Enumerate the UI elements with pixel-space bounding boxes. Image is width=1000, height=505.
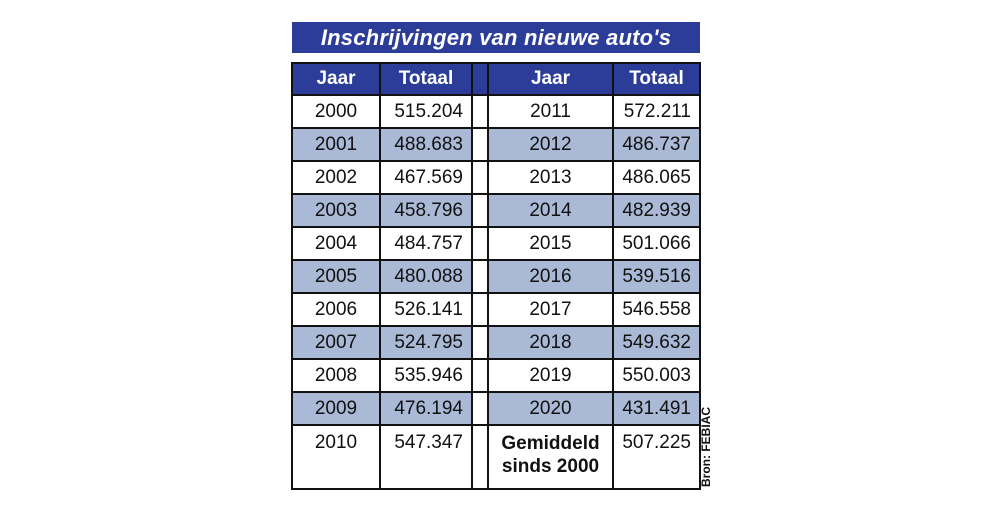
- column-gap: [472, 392, 488, 425]
- total-cell: 467.569: [380, 161, 472, 194]
- header-total-right: Totaal: [613, 63, 700, 95]
- year-cell: 2005: [292, 260, 380, 293]
- total-cell: 501.066: [613, 227, 700, 260]
- column-gap: [472, 161, 488, 194]
- column-gap: [472, 95, 488, 128]
- average-label-line1: Gemiddeld: [501, 433, 600, 454]
- column-gap: [472, 326, 488, 359]
- year-cell: 2017: [488, 293, 613, 326]
- average-label-line2: sinds 2000: [501, 456, 600, 477]
- year-cell: 2013: [488, 161, 613, 194]
- header-year-left: Jaar: [292, 63, 380, 95]
- source-note: Bron: FEBIAC: [699, 407, 713, 487]
- header-row: [292, 63, 700, 95]
- total-cell: 484.757: [380, 227, 472, 260]
- total-cell: 526.141: [380, 293, 472, 326]
- year-cell: 2002: [292, 161, 380, 194]
- column-gap: [472, 63, 488, 95]
- year-cell: 2007: [292, 326, 380, 359]
- year-cell: 2011: [488, 95, 613, 128]
- table-row: [292, 161, 700, 194]
- table-row: [292, 359, 700, 392]
- column-gap: [472, 194, 488, 227]
- total-cell: 482.939: [613, 194, 700, 227]
- total-cell: 547.347: [380, 425, 472, 489]
- table-row: [292, 95, 700, 128]
- column-gap: [472, 359, 488, 392]
- year-cell: 2012: [488, 128, 613, 161]
- table-title: Inschrijvingen van nieuwe auto's: [292, 22, 700, 53]
- column-gap: [472, 425, 488, 489]
- year-cell: 2016: [488, 260, 613, 293]
- year-cell: 2003: [292, 194, 380, 227]
- table-row: [292, 293, 700, 326]
- year-cell: 2008: [292, 359, 380, 392]
- total-cell: 480.088: [380, 260, 472, 293]
- column-gap: [472, 227, 488, 260]
- year-cell: 2004: [292, 227, 380, 260]
- year-cell: 2018: [488, 326, 613, 359]
- average-label: [488, 425, 613, 489]
- registrations-table: [291, 62, 701, 490]
- total-cell: 535.946: [380, 359, 472, 392]
- year-cell: 2006: [292, 293, 380, 326]
- total-cell: 539.516: [613, 260, 700, 293]
- year-cell: 2015: [488, 227, 613, 260]
- header-year-right: Jaar: [488, 63, 613, 95]
- total-cell: 488.683: [380, 128, 472, 161]
- table-row: [292, 128, 700, 161]
- year-cell: 2019: [488, 359, 613, 392]
- column-gap: [472, 260, 488, 293]
- year-cell: 2001: [292, 128, 380, 161]
- table-row: [292, 194, 700, 227]
- year-cell: 2014: [488, 194, 613, 227]
- average-total: 507.225: [613, 425, 700, 489]
- total-cell: 550.003: [613, 359, 700, 392]
- table-row: [292, 392, 700, 425]
- table-row: [292, 227, 700, 260]
- total-cell: 524.795: [380, 326, 472, 359]
- table-row: [292, 425, 700, 489]
- year-cell: 2009: [292, 392, 380, 425]
- total-cell: 458.796: [380, 194, 472, 227]
- table-row: [292, 260, 700, 293]
- year-cell: 2010: [292, 425, 380, 489]
- total-cell: 549.632: [613, 326, 700, 359]
- total-cell: 572.211: [613, 95, 700, 128]
- total-cell: 486.065: [613, 161, 700, 194]
- table-row: [292, 326, 700, 359]
- total-cell: 431.491: [613, 392, 700, 425]
- column-gap: [472, 293, 488, 326]
- column-gap: [472, 128, 488, 161]
- total-cell: 546.558: [613, 293, 700, 326]
- total-cell: 486.737: [613, 128, 700, 161]
- total-cell: 476.194: [380, 392, 472, 425]
- total-cell: 515.204: [380, 95, 472, 128]
- year-cell: 2020: [488, 392, 613, 425]
- year-cell: 2000: [292, 95, 380, 128]
- header-total-left: Totaal: [380, 63, 472, 95]
